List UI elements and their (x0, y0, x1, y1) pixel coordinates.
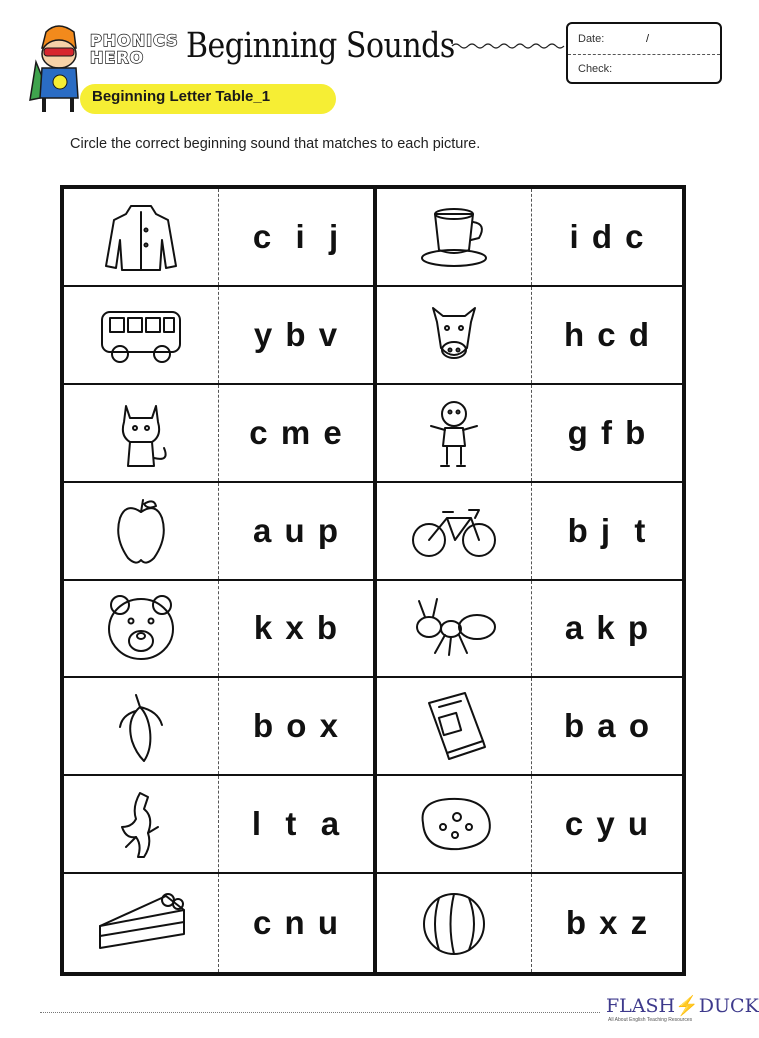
cell-dashed-divider (531, 385, 532, 481)
cell-dashed-divider (531, 287, 532, 383)
phonics-hero-mascot (28, 22, 88, 114)
cookie-icon (377, 776, 531, 872)
table-row (64, 776, 373, 874)
table-row (64, 385, 373, 483)
date-check-box (566, 22, 722, 84)
cell-dashed-divider (531, 776, 532, 872)
table-row (377, 483, 682, 581)
ant-icon (377, 581, 531, 677)
footer-dotted-line (40, 1012, 600, 1013)
table-row (377, 678, 682, 776)
logo-word-duck: DUCK (698, 995, 759, 1017)
lightning-icon: ⚡ (675, 996, 699, 1017)
date-divider (568, 54, 720, 55)
cell-dashed-divider (218, 776, 219, 872)
coat-icon (64, 189, 218, 285)
table-row (64, 287, 373, 385)
squiggle-divider (452, 40, 568, 52)
cell-dashed-divider (531, 189, 532, 285)
cell-dashed-divider (218, 581, 219, 677)
table-row (64, 874, 373, 972)
cat-icon (64, 385, 218, 481)
bus-icon (64, 287, 218, 383)
letter-choices[interactable]: b j t (567, 511, 648, 549)
brand-line-1: PHONICS (90, 31, 179, 50)
table-row (64, 678, 373, 776)
letter-choices[interactable]: y b v (253, 315, 340, 353)
lizard-icon (64, 776, 218, 872)
cell-dashed-divider (531, 678, 532, 774)
phonics-hero-logo (90, 32, 182, 66)
letter-choices[interactable]: b a o (563, 707, 651, 745)
table-row (377, 874, 682, 972)
table-row (377, 776, 682, 874)
page-title: Beginning Sounds (186, 26, 455, 67)
brand-line-2: HERO (90, 48, 145, 67)
cake-icon (64, 874, 218, 972)
letter-choices[interactable]: c y u (564, 805, 651, 843)
banana-icon (64, 678, 218, 774)
date-label: Date: (578, 33, 605, 45)
letter-choices[interactable]: g f b (567, 413, 648, 451)
worksheet-subtitle: Beginning Letter Table_1 (92, 88, 271, 105)
letter-choices[interactable]: h c d (563, 315, 651, 353)
flashduck-logo (606, 994, 759, 1018)
book-icon (377, 678, 531, 774)
letter-choices[interactable]: l t a (251, 805, 342, 843)
letter-choices[interactable]: b x z (565, 904, 650, 942)
table-row (377, 385, 682, 483)
left-column (64, 189, 373, 972)
instruction-text: Circle the correct beginning sound that matches to each picture. (70, 136, 481, 152)
letter-table (60, 185, 686, 976)
cell-dashed-divider (531, 483, 532, 579)
cup-icon (377, 189, 531, 285)
footer-tagline: All About English Teaching Resources (608, 1017, 693, 1023)
right-column (377, 189, 682, 972)
bicycle-icon (377, 483, 531, 579)
letter-choices[interactable]: b o x (252, 707, 340, 745)
table-row (377, 189, 682, 287)
cow-icon (377, 287, 531, 383)
letter-choices[interactable]: c m e (249, 413, 344, 451)
boy-icon (377, 385, 531, 481)
cell-dashed-divider (218, 678, 219, 774)
table-row (64, 581, 373, 679)
letter-choices[interactable]: a u p (252, 511, 340, 549)
table-row (64, 483, 373, 581)
logo-word-flash: FLASH (606, 995, 676, 1017)
cell-dashed-divider (218, 287, 219, 383)
letter-choices[interactable]: c i j (252, 217, 341, 255)
cell-dashed-divider (531, 581, 532, 677)
table-row (377, 581, 682, 679)
cell-dashed-divider (218, 385, 219, 481)
cell-dashed-divider (218, 874, 219, 972)
letter-choices[interactable]: c n u (252, 904, 340, 942)
ball-icon (377, 874, 531, 972)
letter-choices[interactable]: k x b (253, 609, 340, 647)
apple-icon (64, 483, 218, 579)
cell-dashed-divider (531, 874, 532, 972)
bear-icon (64, 581, 218, 677)
date-slash: / (646, 33, 650, 45)
check-label: Check: (578, 63, 613, 75)
letter-choices[interactable]: a k p (564, 609, 651, 647)
letter-choices[interactable]: i d c (569, 217, 646, 255)
table-row (377, 287, 682, 385)
cell-dashed-divider (218, 189, 219, 285)
table-row (64, 189, 373, 287)
cell-dashed-divider (218, 483, 219, 579)
